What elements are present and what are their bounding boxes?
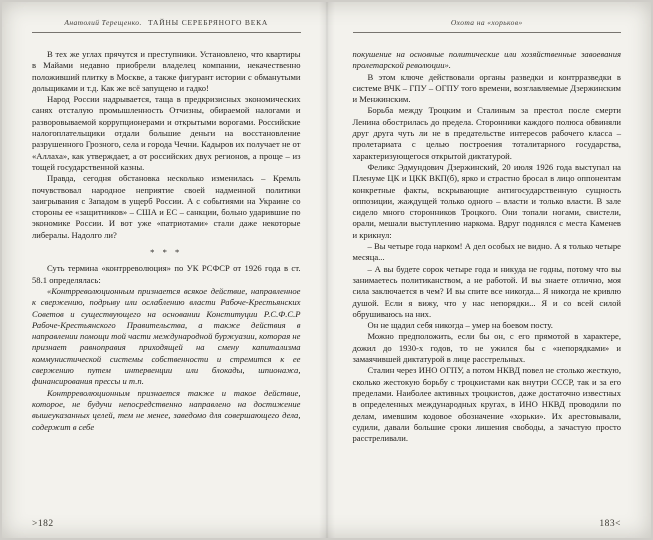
paragraph: Борьба между Троцким и Сталиным за престол после смерти Ленина обострилась до предела. Сторонники каждого полюса обвиняли друг друга чуть ли не в предательстве интересов рабочего класса – пролетариата с целью построения тоталитарного государства, характеризующегося открытой диктатурой.	[352, 105, 621, 161]
paragraph: Народ России надрывается, таща в предкризисных экономических санях отсталую промышленность Отчизны, обираемой налогами и разворовываемой коррупционерами и открытыми ворогами. Российские налогоплательщики отдали большие деньги на восстановление разрушенного Грозного, села и города Чечни. Кадыров их получает не от «Аллаха», как утверждает, а от российских двух регионов, а проще – из тощей государственной казны.	[32, 94, 301, 172]
paragraph: Контрреволюционным признается также и такое действие, которое, не будучи непосредственно направлено на достижение вышеуказанных целей, тем не менее, заведомо для совершающего дела, содержит в себе	[32, 387, 301, 432]
paragraph: В этом ключе действовали органы разведки и контрразведки в системе ВЧК – ГПУ – ОГПУ того времени, возглавляемые Дзержинским и Менжинским.	[352, 71, 621, 105]
right-page-number: 183<	[599, 519, 621, 529]
paragraph: – А вы будете сорок четыре года и никуда не годны, потому что вы занимаетесь политиканством, а не работой. И вы знаете отлично, моя сила заключается в чем? И вы спите все никогда... Я никогда не кривлю душой. Если я вижу, что у нас непорядки... Я и со всей силой обрушиваюсь на них.	[352, 263, 621, 319]
paragraph: Правда, сегодня обстановка несколько изменилась – Кремль почувствовал народное неприятие своей надменной политики заигрывания с Западом в ущерб России. А с событиями на Украине со стороны ее «защитников» – США и ЕС – санкции, больно ударившие по экономике России. И вот уже «патриотами» стали даже некоторые либералы. Надолго ли?	[32, 173, 301, 240]
right-page	[327, 2, 652, 538]
left-page	[2, 2, 327, 538]
book-spread	[2, 2, 651, 538]
paragraph: Феликс Эдмундович Дзержинский, 20 июля 1926 года выступал на Пленуме ЦК и ЦКК ВКП(б), ярко и страстно бросал в лицо оппонентам конкретные факты, вскрывающие антигосударственную сущность оппозиции, жаждущей только одного – власти и только власти. В зале сидело много сторонников Троцкого. Они топали ногами, свистели, орали, мешали выступлению наркома. Вдруг поднялся с места Каменев и крикнул:	[352, 161, 621, 240]
left-running-header	[32, 18, 301, 33]
chapter-title: Охота на «хорьков»	[450, 18, 523, 27]
left-page-body	[32, 49, 301, 433]
left-page-number: >182	[32, 519, 54, 529]
paragraph: Можно предположить, если бы он, с его прямотой в характере, дожил до 1930-х годов, то не ужился бы с «непорядками» и замаячившей диктатурой в лице расстрельных.	[352, 331, 621, 365]
paragraph: Суть термина «контрреволюция» по УК РСФСР от 1926 года в ст. 58.1 определялась:	[32, 263, 301, 285]
paragraph: Сталин через ИНО ОГПУ, а потом НКВД повел не столько жесткую, сколько жестокую борьбу с троцкистами как внутри СССР, так и за его пределами. Наиболее активных троцкистов, даже достаточно известных в определенных международных кругах, в ИНО НКВД проводили по делам, имевшим кодовое обозначение «хорьки». Их арестовывали, судили, давали большие сроки лишения свободы, а зачастую просто расстреливали.	[352, 365, 621, 444]
paragraph: «Контрреволюционным признается всякое действие, направленное к свержению, подрыву или ослаблению власти Рабоче-Крестьянских Советов и существующего на основании Конституции Р.С.Ф.С.Р Рабоче-Крестьянского Правительства, а также действия в направлении помощи той части международной буржуазии, которая не признает равноправия приходящей на смену капитализма коммунистической системы собственности и стремится к ее свержению путем интервенции или блокады, шпионажа, финансирования прессы и т.п.	[32, 285, 301, 387]
book-title: ТАЙНЫ СЕРЕБРЯНОГО ВЕКА	[148, 18, 269, 27]
paragraph: В тех же углах прячутся и преступники. Установлено, что квартиры в Майами недавно приобрели владелец компании, некачественно положивший плитку в Москве, а также фигурант истории с обманутыми дольщиками и т.д. Как же всё запущено и гадко!	[32, 49, 301, 93]
paragraph: покушение на основные политические или хозяйственные завоевания пролетарской революции».	[352, 49, 621, 71]
section-separator: * * *	[150, 247, 183, 258]
right-page-body	[353, 49, 622, 444]
author-name: Анатолий Терещенко.	[64, 18, 142, 27]
paragraph: – Вы четыре года нарком! А дел особых не видно. А я только четыре месяца...	[352, 241, 621, 263]
right-running-header	[353, 18, 622, 33]
paragraph: Он не щадил себя никогда – умер на боевом посту.	[367, 320, 553, 331]
